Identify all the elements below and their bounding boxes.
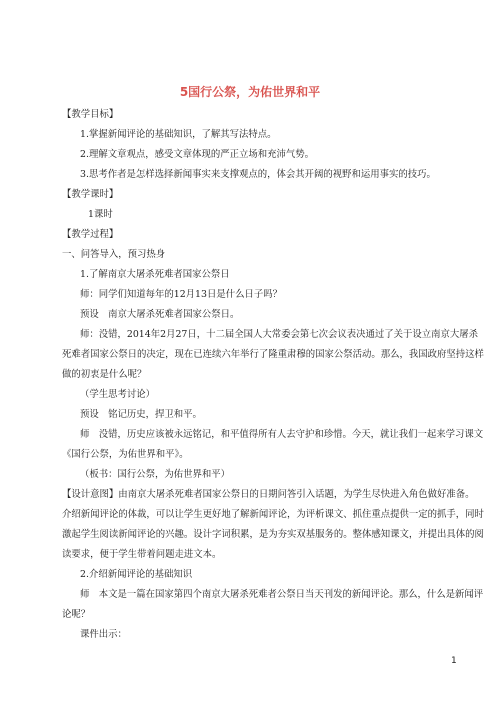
paragraph-line: 激起学生阅读新闻评论的兴趣。设计字词积累，是为夯实双基服务的。整体感知课文，并提出具体的阅 xyxy=(62,529,484,540)
paragraph-line: （学生思考讨论） xyxy=(80,389,156,400)
objective-item: 1.掌握新闻评论的基础知识，了解其写法特点。 xyxy=(80,129,277,140)
paragraph-line: 课件出示： xyxy=(80,629,127,640)
objective-item: 3.思考作者是怎样选择新闻事实来支撑观点的，体会其开阔的视野和运用事实的技巧。 xyxy=(80,169,436,180)
paragraph-line: 预设 铭记历史，捍卫和平。 xyxy=(80,409,202,420)
paragraph-line: 师 本文是一篇在国家第四个南京大屠杀死难者公祭日当天刊发的新闻评论。那么，什么是新闻评 xyxy=(80,589,484,600)
paragraph-line: 死难者国家公祭日的决定，现在已连续六年举行了隆重肃穆的国家公祭活动。那么，我国政府坚持这样 xyxy=(62,349,484,360)
paragraph-line: 读要求，便于学生带着问题走进文本。 xyxy=(62,549,222,560)
paragraph-line: 预设 南京大屠杀死难者国家公祭日。 xyxy=(80,309,240,320)
periods-value: 1课时 xyxy=(88,209,113,220)
paragraph-line: 介绍新闻评论的体裁，可以让学生更好地了解新闻评论，为评析课文、抓住重点提供一定的抓手，同时 xyxy=(62,509,484,520)
section-heading-objectives: 【教学目标】 xyxy=(62,109,119,120)
paragraph-line: 师 没错，历史应该被永远铭记，和平值得所有人去守护和珍惜。今天，就让我们一起来学习课文 xyxy=(80,429,484,440)
section-heading-process: 【教学过程】 xyxy=(62,229,119,240)
paragraph-line: 【设计意图】由南京大屠杀死难者国家公祭日的日期问答引入话题，为学生尽快进入角色做好准备。 xyxy=(62,489,475,500)
subsection-heading: 2.介绍新闻评论的基础知识 xyxy=(80,569,193,580)
paragraph-line: 师：同学们知道每年的12月13日是什么日子吗？ xyxy=(80,289,282,300)
subsection-heading: 一、问答导入，预习热身 xyxy=(62,249,166,260)
objective-item: 2.理解文章观点，感受文章体现的严正立场和充沛气势。 xyxy=(80,149,314,160)
paragraph-line: 《国行公祭，为佑世界和平》。 xyxy=(62,449,189,460)
paragraph-line: 做的初衷是什么呢？ xyxy=(62,369,147,380)
document-title: 5国行公祭，为佑世界和平 xyxy=(179,85,321,99)
paragraph-line: 论呢？ xyxy=(62,609,91,620)
paragraph-line: 师：没错，2014年2月27日，十二届全国人大常委会第七次会议表决通过了关于设立南京大屠杀 xyxy=(80,329,479,340)
page-number: 1 xyxy=(451,656,457,666)
section-heading-periods: 【教学课时】 xyxy=(62,189,119,200)
paragraph-line: 1.了解南京大屠杀死难者国家公祭日 xyxy=(80,269,230,280)
paragraph-line: （板书：国行公祭，为佑世界和平） xyxy=(80,469,231,480)
